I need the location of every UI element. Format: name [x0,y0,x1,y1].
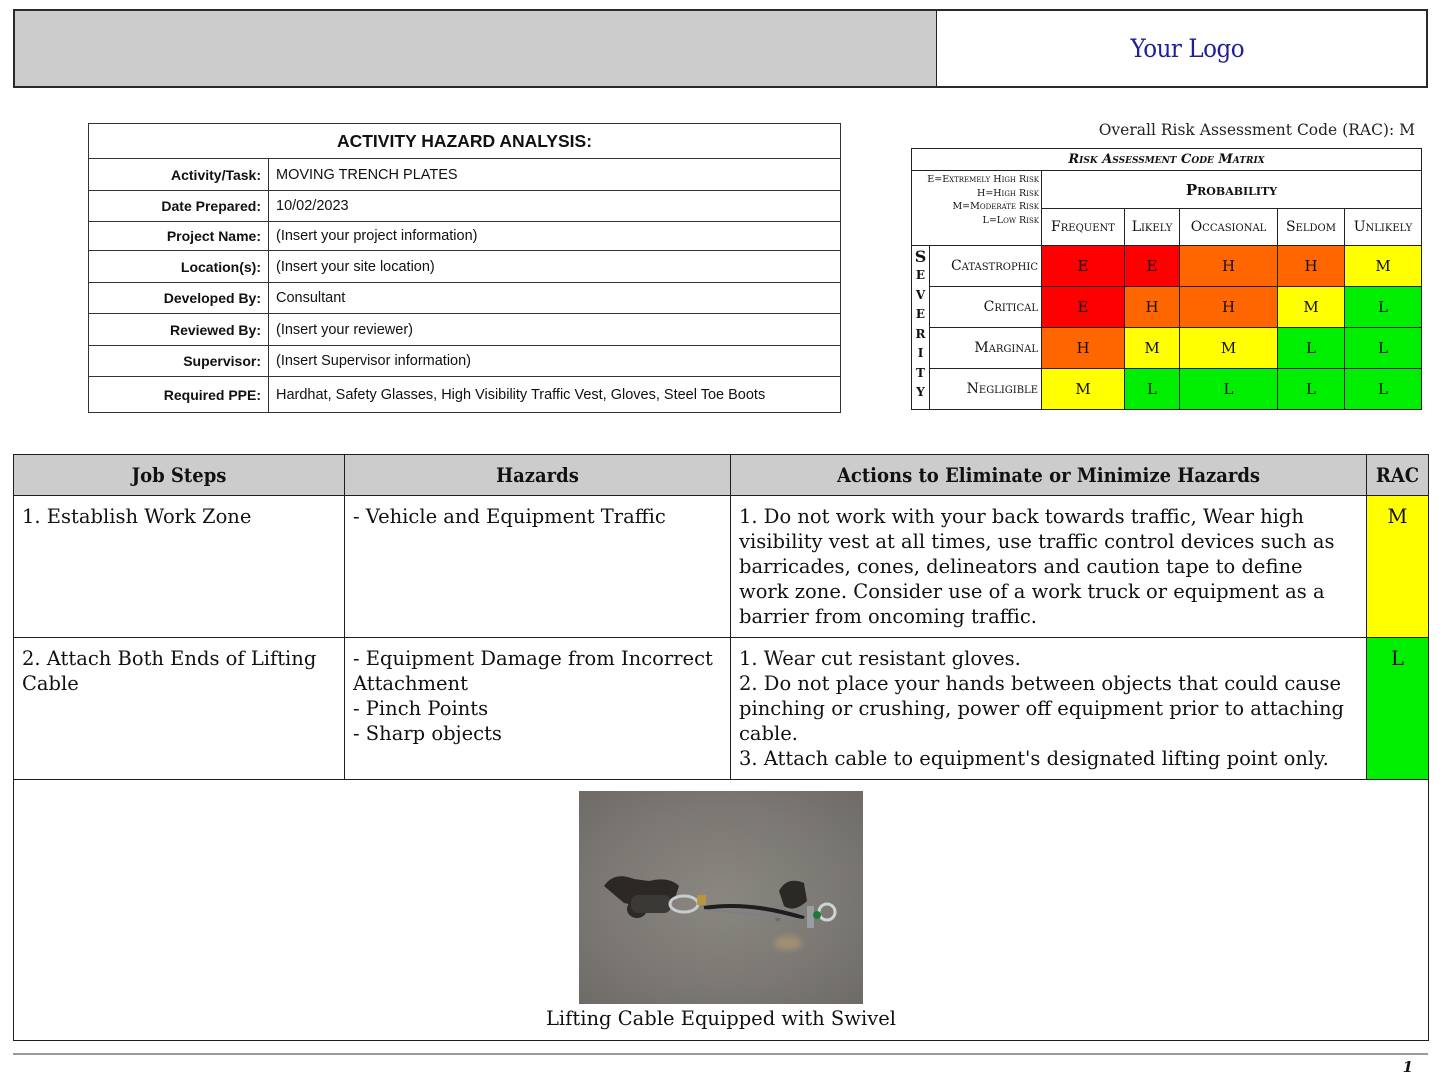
legend-l: L=Low Risk [982,214,1039,226]
matrix-cell: E [1042,287,1125,328]
aha-value-developed-by: Consultant [276,290,346,306]
aha-label: Date Prepared: [89,191,269,221]
severity-critical: Critical [930,287,1042,328]
severity-vertical-label: S E V E R I T Y [912,246,930,410]
aha-value-activity: MOVING TRENCH PLATES [276,166,458,183]
header-hazards: Hazards [345,455,731,496]
matrix-cell: L [1345,287,1422,328]
action-item: 1. Wear cut resistant gloves. [739,647,1021,670]
aha-value-project: (Insert your project information) [276,228,478,244]
col-seldom: Seldom [1278,209,1345,246]
matrix-cell: L [1125,369,1180,410]
aha-label: Location(s): [89,251,269,282]
matrix-cell: M [1345,246,1422,287]
photo-cell [14,780,1429,1041]
hazards-cell [345,496,731,638]
aha-value-location: (Insert your site location) [276,258,435,275]
matrix-cell: L [1278,369,1345,410]
legend-h: H=High Risk [977,187,1039,199]
job-step: 2. Attach Both Ends of Lifting Cable [14,638,345,780]
severity-negligible: Negligible [930,369,1042,410]
logo-text: Your Logo [1130,34,1244,63]
aha-value-ppe: Hardhat, Safety Glasses, High Visibility Traffic Vest, Gloves, Steel Toe Boots [276,386,766,403]
job-step: 1. Establish Work Zone [14,496,345,638]
table-header-row [14,455,1429,496]
aha-label: Developed By: [89,283,269,313]
matrix-cell: E [1125,246,1180,287]
aha-row-activity [89,159,840,191]
hazard-item: - Equipment Damage from Incorrect Attachment [353,647,713,695]
matrix-cell: L [1278,328,1345,369]
aha-label: Required PPE: [89,377,269,412]
aha-value-reviewed-by: (Insert your reviewer) [276,321,413,338]
aha-label: Reviewed By: [89,314,269,345]
col-occasional: Occasional [1180,209,1278,246]
aha-value-supervisor: (Insert Supervisor information) [276,353,472,369]
rac-badge: L [1367,638,1429,780]
action-item: 1. Do not work with your back towards traffic, Wear high visibility vest at all times, use traffic control devices such as barricades, cones, delineators and caution tape to define work zone. Consider use of a work truck or equipment as a barrier from oncoming traffic. [739,505,1335,628]
aha-row-developed-by [89,283,840,314]
photo-caption: Lifting Cable Equipped with Swivel [545,1007,897,1030]
action-item: 3. Attach cable to equipment's designated lifting point only. [739,747,1329,770]
page-number: 1 [1402,1058,1413,1076]
lifting-cable-photo [579,791,863,1004]
actions-cell [731,638,1367,780]
matrix-title: Risk Assessment Code Matrix [912,149,1422,171]
table-row [14,496,1429,638]
matrix-cell: E [1042,246,1125,287]
header-job-steps: Job Steps [14,455,345,496]
matrix-cell: L [1345,369,1422,410]
header-actions: Actions to Eliminate or Minimize Hazards [731,455,1367,496]
aha-label: Project Name: [89,222,269,250]
severity-marginal: Marginal [930,328,1042,369]
logo-placeholder [937,11,1426,86]
matrix-cell: H [1180,246,1278,287]
aha-row-ppe [89,377,840,412]
matrix-cell: L [1180,369,1278,410]
aha-row-reviewed-by [89,314,840,346]
hazard-item: - Sharp objects [353,722,502,745]
actions-cell [731,496,1367,638]
legend-m: M=Moderate Risk [952,201,1039,212]
aha-label: Supervisor: [89,346,269,376]
aha-value-date: 10/02/2023 [276,198,349,214]
severity-catastrophic: Catastrophic [930,246,1042,287]
matrix-legend [912,171,1042,246]
lifting-cable-image-icon [579,791,863,1004]
aha-title: ACTIVITY HAZARD ANALYSIS: [89,124,840,159]
header-band [13,9,1428,88]
hazards-cell [345,638,731,780]
aha-row-date [89,191,840,222]
aha-row-location [89,251,840,283]
probability-header: Probability [1042,171,1422,209]
aha-label: Activity/Task: [89,159,269,190]
matrix-cell: H [1042,328,1125,369]
hazard-item: - Pinch Points [353,697,489,720]
rac-badge: M [1367,496,1429,638]
aha-row-project [89,222,840,251]
matrix-cell: H [1180,287,1278,328]
col-frequent: Frequent [1042,209,1125,246]
aha-row-supervisor [89,346,840,377]
matrix-cell: L [1345,328,1422,369]
col-likely: Likely [1125,209,1180,246]
header-rac: RAC [1367,455,1429,496]
matrix-cell: M [1042,369,1125,410]
risk-assessment-matrix [911,148,1422,410]
job-steps-table [13,454,1429,1041]
overall-rac: Overall Risk Assessment Code (RAC): M [1098,121,1415,139]
matrix-cell: M [1278,287,1345,328]
matrix-cell: M [1180,328,1278,369]
matrix-cell: H [1125,287,1180,328]
table-row [14,638,1429,780]
photo-row [14,780,1429,1041]
footer-divider [13,1053,1428,1055]
legend-e: E=Extremely High Risk [927,174,1039,185]
action-item: 2. Do not place your hands between objects that could cause pinching or crushing, power off equipment prior to attaching cable. [739,672,1344,745]
activity-hazard-analysis-box [88,123,841,413]
header-title-area [15,11,937,86]
matrix-cell: H [1278,246,1345,287]
col-unlikely: Unlikely [1345,209,1422,246]
hazard-item: - Vehicle and Equipment Traffic [353,505,666,528]
matrix-cell: M [1125,328,1180,369]
